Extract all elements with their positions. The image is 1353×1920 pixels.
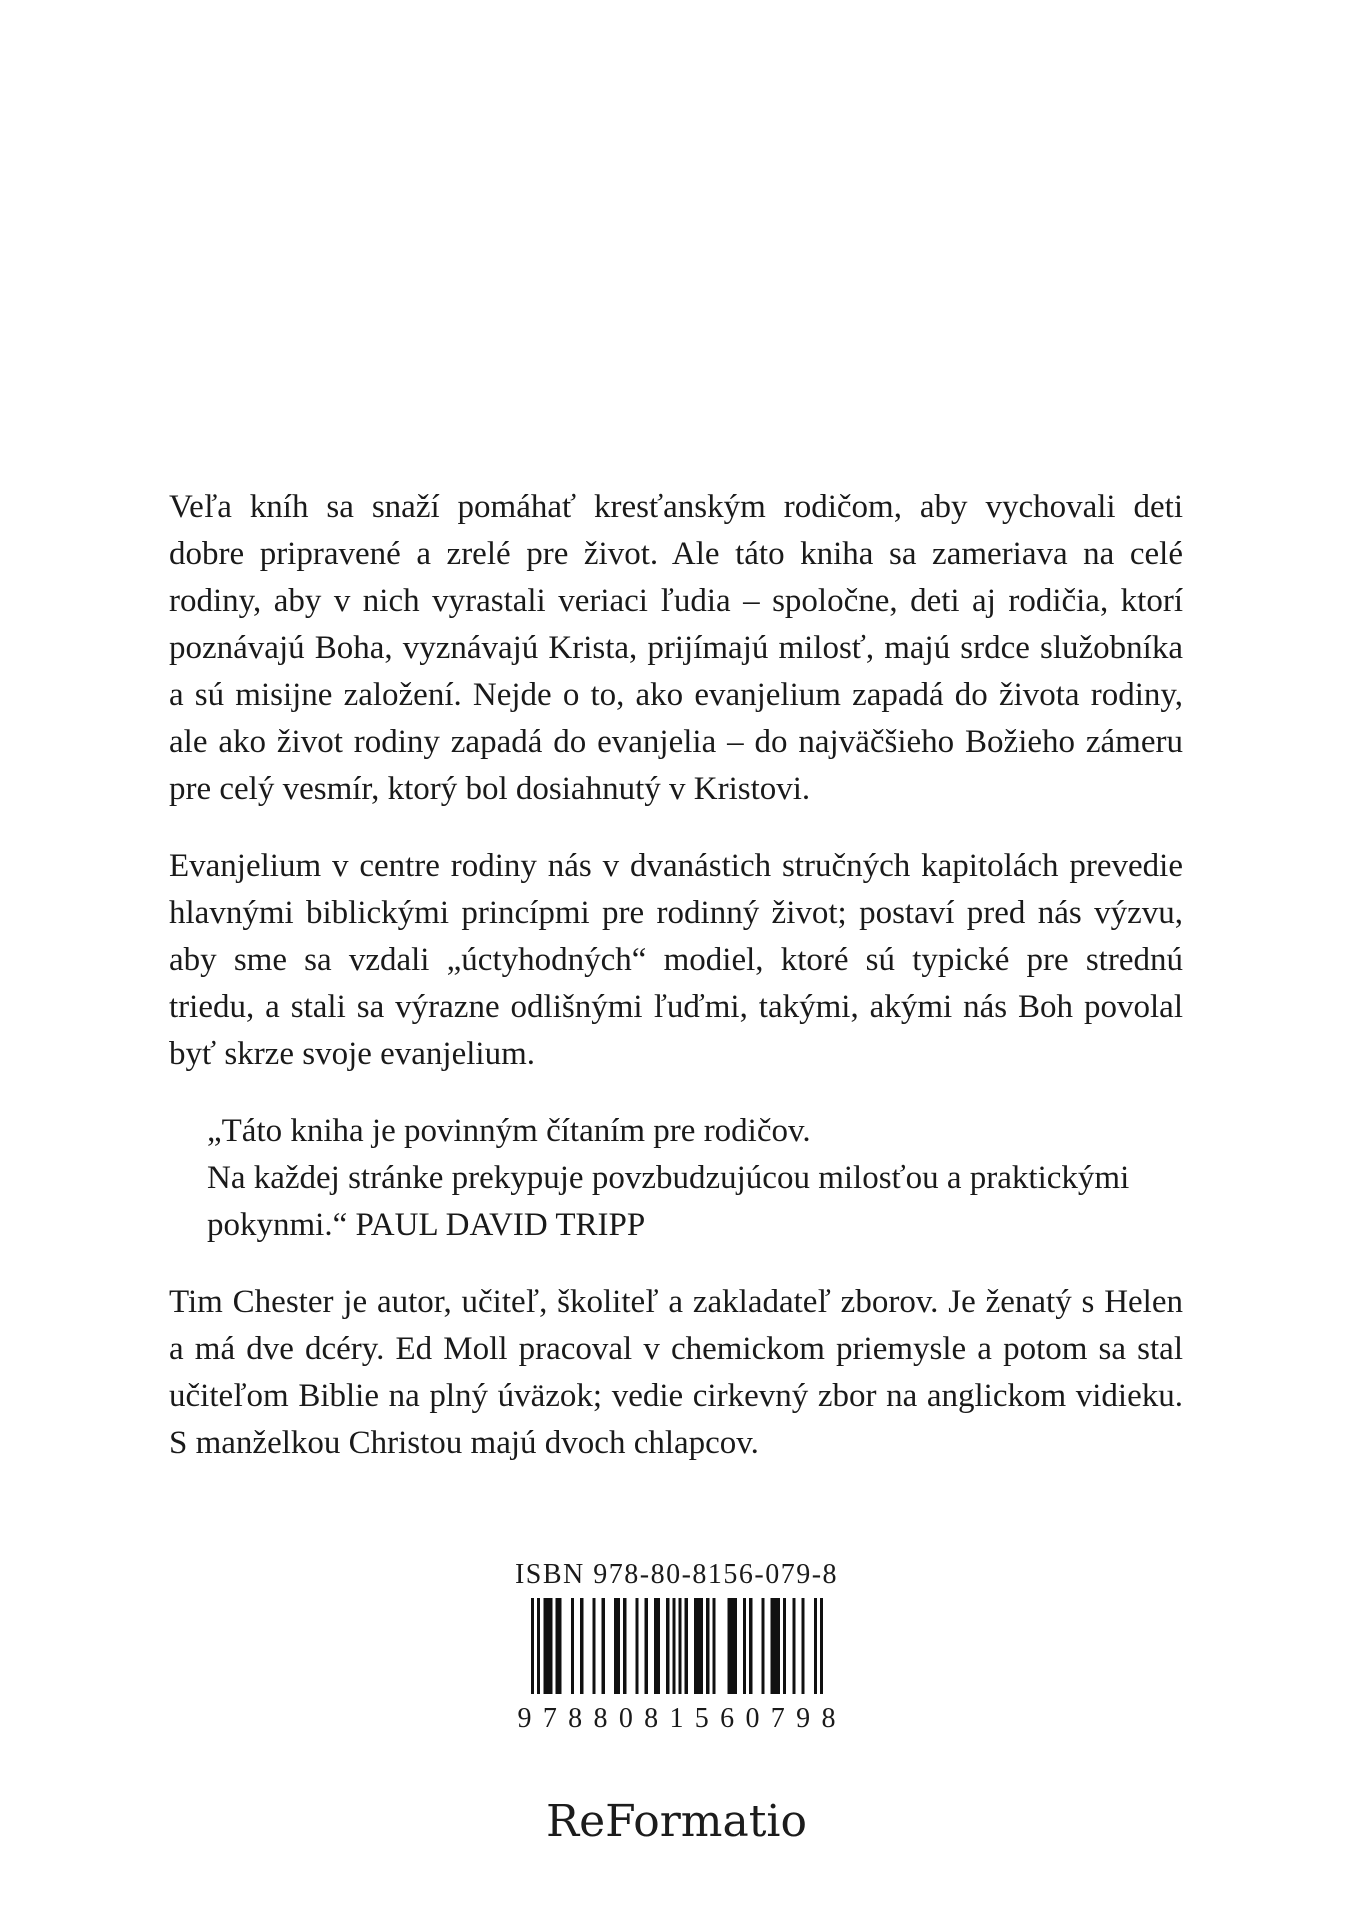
text-line: byť skrze svoje evanjelium.	[169, 1036, 535, 1072]
text-line: pokynmi.“ PAUL DAVID TRIPP	[207, 1207, 646, 1243]
barcode-digit: 6	[720, 1703, 735, 1734]
text-line: Tim Chester je autor, učiteľ, školiteľ a zakladateľ zborov. Je ženatý s Helen	[169, 1284, 1183, 1320]
barcode-digit: 5	[694, 1703, 709, 1734]
barcode-digit: 9	[517, 1703, 532, 1734]
paragraph	[169, 843, 1183, 1078]
back-cover-text	[169, 484, 1183, 1467]
text-line: a sú misijne založení. Nejde o to, ako evanjelium zapadá do života rodiny,	[169, 677, 1183, 713]
barcode-digit: 1	[669, 1703, 684, 1734]
barcode-digit: 8	[644, 1703, 659, 1734]
barcode-digit: 7	[770, 1703, 785, 1734]
isbn-number: ISBN 978-80-8156-079-8	[514, 1559, 839, 1590]
text-line: S manželkou Christou majú dvoch chlapcov.	[169, 1425, 759, 1461]
paragraph	[169, 484, 1183, 813]
barcode-digit: 9	[796, 1703, 811, 1734]
paragraph	[169, 1279, 1183, 1467]
text-line: ale ako život rodiny zapadá do evanjelia – do najväčšieho Božieho zámeru	[169, 724, 1183, 760]
ean-barcode	[531, 1598, 823, 1694]
text-line: dobre pripravené a zrelé pre život. Ale táto kniha sa zameriava na celé	[169, 536, 1183, 572]
barcode-digit: 7	[542, 1703, 557, 1734]
barcode-digit: 8	[568, 1703, 583, 1734]
text-line: a má dve dcéry. Ed Moll pracoval v chemickom priemysle a potom sa stal	[169, 1331, 1183, 1367]
barcode-digit: 8	[821, 1703, 836, 1734]
text-line: poznávajú Boha, vyznávajú Krista, prijímajú milosť, majú srdce služobníka	[169, 630, 1183, 666]
text-line: hlavnými biblickými princípmi pre rodinný život; postaví pred nás výzvu,	[169, 895, 1183, 931]
text-line: Veľa kníh sa snaží pomáhať kresťanským rodičom, aby vychovali deti	[169, 489, 1183, 525]
text-line: rodiny, aby v nich vyrastali veriaci ľudia – spoločne, deti aj rodičia, ktorí	[169, 583, 1183, 619]
barcode-digit: 8	[593, 1703, 608, 1734]
barcode-digit: 0	[618, 1703, 633, 1734]
text-line: aby sme sa vzdali „úctyhodných“ modiel, ktoré sú typické pre strednú	[169, 942, 1183, 978]
text-line: pre celý vesmír, ktorý bol dosiahnutý v Kristovi.	[169, 771, 811, 807]
isbn-block	[0, 1556, 1353, 1734]
barcode-digit: 0	[745, 1703, 760, 1734]
text-line: triedu, a stali sa výrazne odlišnými ľuďmi, takými, akými nás Boh povolal	[169, 989, 1183, 1025]
publisher-logo: ReFormatio	[545, 1796, 807, 1847]
barcode-digits	[518, 1704, 836, 1734]
text-line: učiteľom Biblie na plný úväzok; vedie cirkevný zbor na anglickom vidieku.	[169, 1378, 1183, 1414]
endorsement-quote	[169, 1108, 1183, 1249]
text-line: Na každej stránke prekypuje povzbudzujúcou milosťou a praktickými	[207, 1160, 1130, 1196]
text-line: Evanjelium v centre rodiny nás v dvanástich stručných kapitolách prevedie	[169, 848, 1183, 884]
text-line: „Táto kniha je povinným čítaním pre rodičov.	[207, 1113, 811, 1149]
